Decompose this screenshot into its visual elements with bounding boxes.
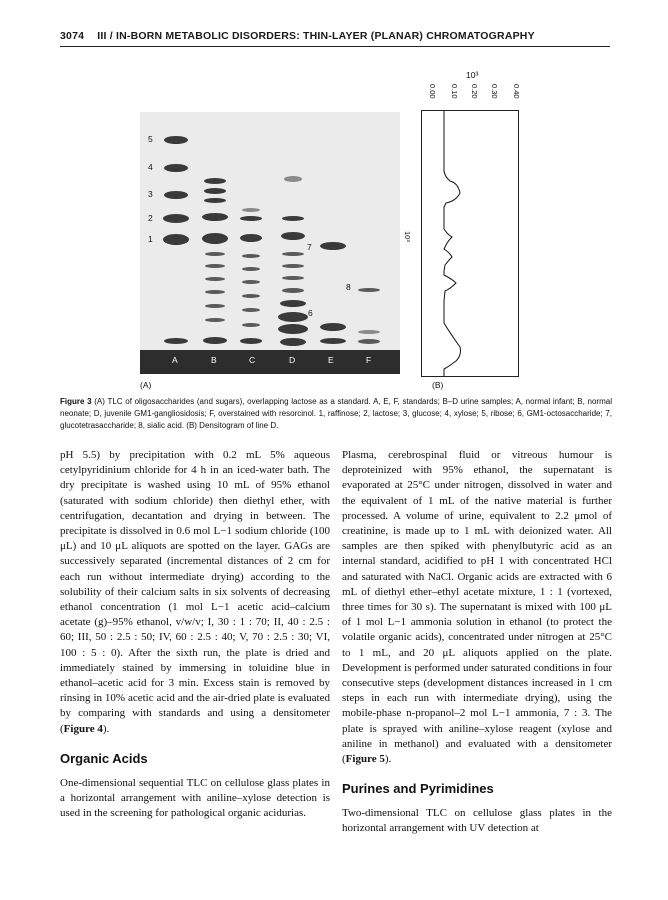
spot-number-1: 1	[148, 234, 153, 244]
tlc-spot	[282, 252, 304, 256]
lane-label-b: B	[211, 355, 217, 365]
tlc-spot	[281, 232, 305, 240]
densitogram-left-exponent: 10³	[403, 231, 412, 242]
tlc-spot	[205, 277, 225, 281]
top-tick-label: 0.00	[428, 84, 437, 99]
tlc-spot	[164, 191, 188, 199]
tlc-spot	[242, 323, 260, 327]
tlc-spot	[205, 290, 225, 294]
tlc-spot	[358, 339, 380, 344]
top-tick-label: 0.10	[450, 84, 459, 99]
spot-number-7: 7	[307, 242, 312, 252]
figure-4-link[interactable]: Figure 4	[63, 722, 103, 735]
tlc-spot	[282, 288, 304, 293]
header-rule	[60, 46, 610, 47]
page-number: 3074	[60, 30, 85, 42]
tlc-spot	[163, 234, 189, 245]
tlc-spot	[164, 338, 188, 344]
tlc-spot	[278, 324, 308, 334]
tlc-spot	[320, 338, 346, 344]
tlc-spot	[164, 164, 188, 172]
tlc-spot	[203, 337, 227, 344]
densitogram-plot	[421, 110, 519, 377]
text-run: pH 5.5) by precipitation with 0.2 mL 5% aqueous cetylpyridinium chloride for 4 h in an iced-water bath. The dry precipitate is washed using 10 mL of 95% ethanol (saturated with sodium chloride) then diethyl ether, with centrifugation, decantation and drying in between. The precipitate is dissolved in 0.6 mol L−1 sodium chloride (100 μL) and 10 μL aliquots are spotted on the layer. GAGs are successively separated (incremental distances of 2 cm for each run without intermediate drying) according to the solubility of their calcium salts in six solvents of decreasing ethanol concentration (1 mol L−1 acetic acid–calcium acetate (g)–95% ethanol, v/w/v; I, 30 : 1 : 70; II, 40 : 2.5 : 60; III, 50 : 2.5 : 50; IV, 60 : 2.5 : 40; V, 70 : 2.5 : 30; VI, 100 : 5 : 0). After the sixth run, the plate is dried and immediately stained by immersing in toluidine blue in ethanol–acetic acid for 3 min. Excess stain is removed by rinsing in 10% acetic acid and the air-dried plate is evaluated by comparing with standards and using a densitometer (	[60, 449, 330, 735]
top-tick-label: 0.40	[512, 84, 521, 99]
panel-a-label: (A)	[140, 380, 152, 390]
tlc-spot	[280, 338, 306, 346]
tlc-spot	[205, 318, 225, 322]
tlc-spot	[242, 267, 260, 271]
spot-number-6: 6	[308, 308, 313, 318]
tlc-spot	[358, 330, 380, 334]
tlc-spot	[240, 216, 262, 221]
tlc-plate-image	[140, 112, 400, 374]
top-tick-label: 0.30	[490, 84, 499, 99]
tlc-spot	[204, 188, 226, 194]
body-paragraph: One-dimensional sequential TLC on cellulose glass plates in a horizontal arrangement with aniline–xylose detection is used in the screening for pathological organic acidurias.	[60, 776, 330, 820]
tlc-spot	[240, 234, 262, 242]
tlc-spot	[282, 264, 304, 268]
tlc-spot	[320, 242, 346, 250]
top-tick-label: 0.20	[470, 84, 479, 99]
lane-label-e: E	[328, 355, 334, 365]
running-header	[60, 30, 610, 42]
tlc-spot	[205, 264, 225, 268]
text-run: ).	[384, 753, 392, 766]
lane-label-d: D	[289, 355, 296, 365]
section-heading-purines: Purines and Pyrimidines	[342, 781, 494, 797]
tlc-spot	[242, 254, 260, 258]
left-column	[60, 448, 330, 821]
spot-number-4: 4	[148, 162, 153, 172]
tlc-spot	[202, 233, 228, 244]
tlc-spot	[164, 136, 188, 144]
figure-caption	[60, 396, 612, 432]
lane-label-a: A	[172, 355, 178, 365]
running-title: III / IN-BORN METABOLIC DISORDERS: THIN-LAYER (PLANAR) CHROMATOGRAPHY	[97, 30, 535, 42]
body-paragraph: Two-dimensional TLC on cellulose glass plates in the horizontal arrangement with UV detection at	[342, 807, 612, 835]
tlc-spot	[242, 280, 260, 284]
tlc-spot	[205, 304, 225, 308]
spot-number-5: 5	[148, 134, 153, 144]
right-column	[342, 448, 612, 837]
panel-b-label: (B)	[432, 380, 444, 390]
tlc-spot	[202, 213, 228, 221]
tlc-spot	[242, 308, 260, 312]
tlc-spot	[278, 312, 308, 322]
section-heading-organic-acids: Organic Acids	[60, 750, 148, 766]
tlc-spot	[358, 288, 380, 292]
spot-number-8: 8	[346, 282, 351, 292]
body-paragraph	[60, 448, 330, 737]
lane-label-c: C	[249, 355, 256, 365]
tlc-spot	[242, 294, 260, 298]
text-run: ).	[102, 722, 110, 735]
tlc-spot	[205, 252, 225, 256]
lane-label-f: F	[366, 355, 372, 365]
tlc-spot	[240, 338, 262, 344]
plate-bottom-band	[140, 350, 400, 374]
body-paragraph	[342, 448, 612, 767]
tlc-spot	[282, 216, 304, 221]
text-run: Plasma, cerebrospinal fluid or vitreous humour is deproteinized with 95% ethanol, the supernatant is evaporated at 25°C under nitrogen, dissolved in water and the equivalent of 1 mL of the native material is further processed. A volume of urine, equivalent to 2.2 μmol of creatinine, is made up to 1 mL with deionized water. All samples are then spiked with phenylbutyric acid as an internal standard, acidified to pH 1 with concentrated HCl and saturated with NaCl. Organic acids are extracted with 6 mL of diethyl ether–ethyl acetate mixture, 1 : 1 (vortexed, three times for 30 s). The supernatant is mixed with 100 μL of 1 mol L−1 ammonia solution in ethanol (to protect the volatile organic acids), concentrated under nitrogen at 25°C to 1 mL, and 20 μL aliquots applied on the plate. Development is performed under saturated conditions in four consecutive steps (development distances increased in 1 cm steps in each run with intermediate drying), using the mobile-phase n-propanol–2 mol L−1 ammonia, 7 : 3. The plate is sprayed with aniline–xylose reagent (xylose and aniline in methanol) and evaluated with a densitometer (	[342, 449, 612, 766]
tlc-spot	[163, 214, 189, 223]
densitogram-trace	[422, 111, 518, 376]
spot-number-2: 2	[148, 213, 153, 223]
tlc-spot	[320, 323, 346, 331]
tlc-spot	[280, 300, 306, 307]
tlc-spot	[204, 198, 226, 203]
tlc-spot	[282, 276, 304, 280]
tlc-spot	[204, 178, 226, 184]
caption-text: (A) TLC of oligosaccharides (and sugars), overlapping lactose as a standard. A, E, F, standards; B–D urine samples; A, normal infant; B, normal neonate; D, juvenile GM1-gangliosidosis; F, overstained with resorcinol. 1, raffinose; 2, lactose; 3, glucose; 4, xylose; 5, ribose; 6, GM1-octosaccharide; 7, glucotetrasaccharide; 8, sialic acid. (B) Densitogram of line D.	[60, 397, 612, 430]
tlc-spot	[242, 208, 260, 212]
figure-5-link[interactable]: Figure 5	[345, 753, 385, 766]
tlc-spot	[284, 176, 302, 182]
spot-number-3: 3	[148, 189, 153, 199]
densitogram-top-exponent: 10³	[466, 70, 479, 80]
caption-label: Figure 3	[60, 397, 92, 406]
